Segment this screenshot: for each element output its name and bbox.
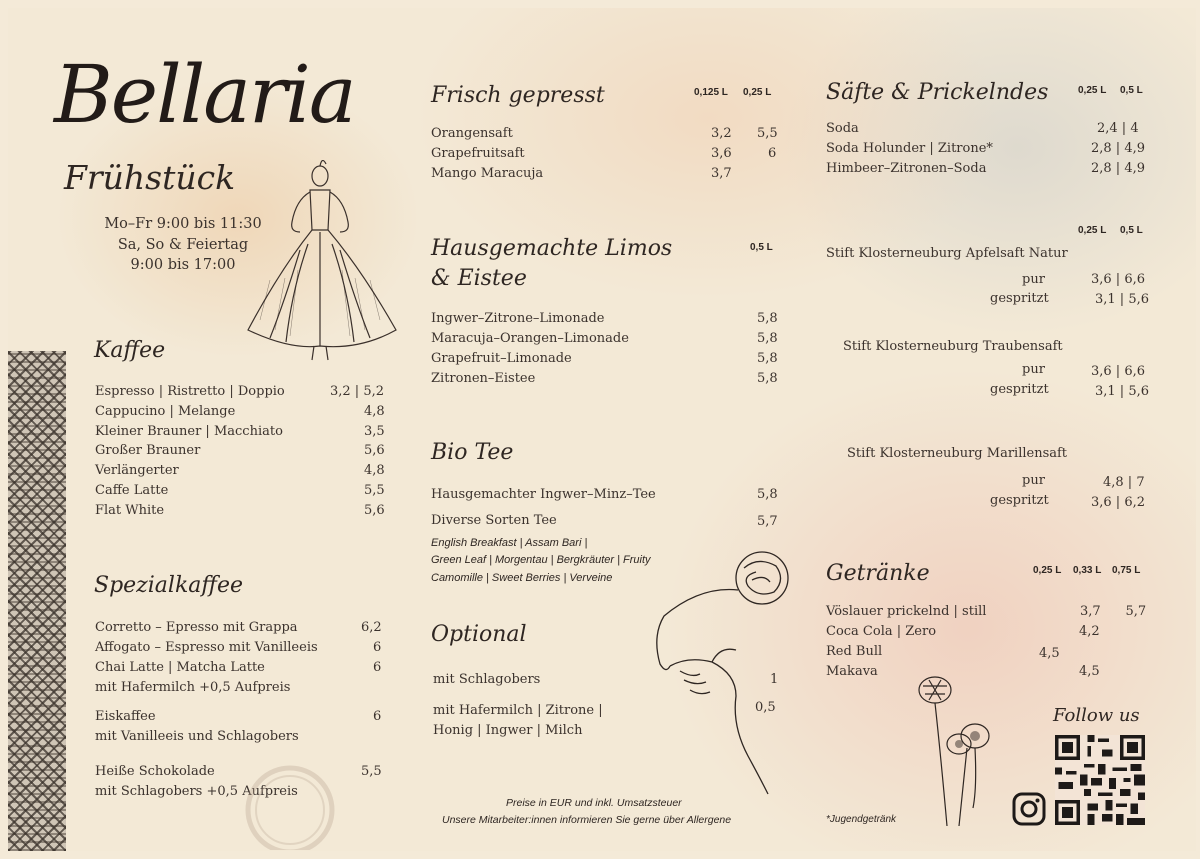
menu-item: Honig | Ingwer | Milch bbox=[433, 723, 583, 738]
limos-title-2: & Eistee bbox=[431, 266, 527, 291]
menu-item: Verlängerter bbox=[95, 463, 179, 478]
tee-sorts: Camomille | Sweet Berries | Verveine bbox=[431, 572, 613, 584]
menu-item: Grapefruitsaft bbox=[431, 146, 525, 161]
column-header: 0,25 L bbox=[1078, 225, 1107, 236]
menu-item: Soda bbox=[826, 121, 859, 136]
menu-item: mit Schlagobers bbox=[433, 672, 541, 687]
menu-price: 3,2 bbox=[711, 126, 732, 141]
qr-code[interactable] bbox=[1055, 735, 1145, 825]
menu-price: 4,5 bbox=[1039, 646, 1060, 661]
variant-label: gespritzt bbox=[990, 493, 1049, 508]
menu-price: 3,1 | 5,6 bbox=[1095, 292, 1149, 307]
menu-item-note: mit Schlagobers +0,5 Aufpreis bbox=[95, 784, 298, 799]
lady-illustration bbox=[230, 160, 410, 370]
spezialkaffee-title: Spezialkaffee bbox=[94, 573, 244, 598]
menu-item: Chai Latte | Matcha Latte bbox=[95, 660, 265, 675]
column-header: 0,5 L bbox=[1120, 85, 1143, 96]
menu-price: 3,1 | 5,6 bbox=[1095, 384, 1149, 399]
menu-item: Orangensaft bbox=[431, 126, 513, 141]
menu-price: 3,6 | 6,6 bbox=[1091, 364, 1145, 379]
menu-item: Caffe Latte bbox=[95, 483, 169, 498]
menu-price: 6 bbox=[373, 640, 382, 655]
menu-price: 4,8 bbox=[364, 404, 385, 419]
cane-pattern-strip bbox=[8, 351, 66, 851]
menu-item: Himbeer–Zitronen–Soda bbox=[826, 161, 987, 176]
menu-item: Makava bbox=[826, 664, 878, 679]
menu-price: 5,5 bbox=[361, 764, 382, 779]
menu-item: Soda Holunder | Zitrone* bbox=[826, 141, 993, 156]
column-header: 0,125 L bbox=[694, 87, 728, 98]
menu-price: 5,6 bbox=[364, 443, 385, 458]
menu-price: 4,5 bbox=[1079, 664, 1100, 679]
menu-item: Kleiner Brauner | Macchiato bbox=[95, 424, 283, 439]
menu-item: Stift Klosterneuburg Apfelsaft Natur bbox=[826, 246, 1068, 261]
menu-price: 5,8 bbox=[757, 331, 778, 346]
menu-item: Espresso | Ristretto | Doppio bbox=[95, 384, 285, 399]
optional-title: Optional bbox=[431, 622, 527, 647]
column-header: 0,75 L bbox=[1112, 565, 1141, 576]
poppy-illustration bbox=[903, 668, 1013, 828]
menu-price: 6 bbox=[768, 146, 777, 161]
menu-price: 5,8 bbox=[757, 311, 778, 326]
jugend-note: *Jugendgetränk bbox=[826, 814, 897, 825]
menu-price: 1 bbox=[770, 672, 779, 687]
menu-item: Flat White bbox=[95, 503, 165, 518]
menu-item: Heiße Schokolade bbox=[95, 764, 215, 779]
menu-item: Red Bull bbox=[826, 644, 883, 659]
menu-price: 3,5 bbox=[364, 424, 385, 439]
menu-item: Corretto – Epresso mit Grappa bbox=[95, 620, 298, 635]
menu-item: Stift Klosterneuburg Marillensaft bbox=[847, 446, 1068, 461]
menu-price: 2,8 | 4,9 bbox=[1091, 161, 1145, 176]
menu-item: Cappucino | Melange bbox=[95, 404, 236, 419]
menu-price: 3,7 bbox=[711, 166, 732, 181]
menu-price: 6 bbox=[373, 709, 382, 724]
variant-label: pur bbox=[1022, 272, 1045, 287]
column-header: 0,25 L bbox=[1078, 85, 1107, 96]
menu-item: Hausgemachter Ingwer–Minz–Tee bbox=[431, 487, 656, 502]
hours-line: Mo–Fr 9:00 bis 11:30 bbox=[104, 216, 262, 232]
menu-item-note: mit Vanilleeis und Schlagobers bbox=[95, 729, 299, 744]
instagram-icon[interactable] bbox=[1012, 792, 1046, 826]
menu-price: 3,6 | 6,6 bbox=[1091, 272, 1145, 287]
column-header: 0,5 L bbox=[1120, 225, 1143, 236]
menu-price: 2,8 | 4,9 bbox=[1091, 141, 1145, 156]
column-header: 0,33 L bbox=[1073, 565, 1102, 576]
menu-price: 3,2 | 5,2 bbox=[330, 384, 384, 399]
footer-note: Preise in EUR und inkl. Umsatzsteuer bbox=[506, 797, 682, 809]
menu-price: 6,2 bbox=[361, 620, 382, 635]
tee-title: Bio Tee bbox=[431, 440, 514, 465]
column-header: 0,5 L bbox=[750, 242, 773, 253]
menu-item: mit Hafermilch | Zitrone | bbox=[433, 703, 603, 718]
menu-item: Zitronen–Eistee bbox=[431, 371, 536, 386]
menu-item: Vöslauer prickelnd | still bbox=[826, 604, 987, 619]
menu-item: Maracuja–Orangen–Limonade bbox=[431, 331, 629, 346]
menu-price: 5,6 bbox=[364, 503, 385, 518]
menu-price: 6 bbox=[373, 660, 382, 675]
coffee-stain-decoration bbox=[230, 750, 350, 850]
menu-price: 0,5 bbox=[755, 700, 776, 715]
kaffee-title: Kaffee bbox=[94, 338, 166, 363]
variant-label: gespritzt bbox=[990, 291, 1049, 306]
menu-price: 5,5 bbox=[364, 483, 385, 498]
variant-label: pur bbox=[1022, 362, 1045, 377]
menu-price: 3,7 5,7 bbox=[1080, 604, 1147, 619]
menu-item: Ingwer–Zitrone–Limonade bbox=[431, 311, 605, 326]
menu-price: 5,5 bbox=[757, 126, 778, 141]
footer-note: Unsere Mitarbeiter:innen informieren Sie gerne über Allergene bbox=[442, 814, 732, 826]
menu-item: Diverse Sorten Tee bbox=[431, 513, 557, 528]
tee-sorts: Green Leaf | Morgentau | Bergkräuter | Fruity bbox=[431, 554, 651, 566]
menu-price: 5,7 bbox=[757, 514, 778, 529]
getraenke-title: Getränke bbox=[826, 561, 930, 586]
menu-price: 2,4 | 4 bbox=[1097, 121, 1139, 136]
variant-label: pur bbox=[1022, 473, 1045, 488]
menu-item: Affogato – Espresso mit Vanilleeis bbox=[95, 640, 318, 655]
menu-item: Coca Cola | Zero bbox=[826, 624, 937, 639]
limos-title: Hausgemachte Limos bbox=[431, 236, 673, 261]
column-header: 0,25 L bbox=[1033, 565, 1062, 576]
menu-price: 4,2 bbox=[1079, 624, 1100, 639]
saefte-title: Säfte & Prickelndes bbox=[826, 80, 1049, 105]
column-header: 0,25 L bbox=[743, 87, 772, 98]
logo: Bellaria bbox=[54, 48, 355, 141]
menu-item-note: mit Hafermilch +0,5 Aufpreis bbox=[95, 680, 291, 695]
menu-price: 5,8 bbox=[757, 487, 778, 502]
menu-item: Großer Brauner bbox=[95, 443, 201, 458]
menu-item: Eiskaffee bbox=[95, 709, 156, 724]
menu-item: Stift Klosterneuburg Traubensaft bbox=[843, 339, 1063, 354]
menu-price: 4,8 | 7 bbox=[1103, 475, 1145, 490]
menu-price: 3,6 bbox=[711, 146, 732, 161]
tee-sorts: English Breakfast | Assam Bari | bbox=[431, 537, 588, 549]
menu-price: 3,6 | 6,2 bbox=[1091, 495, 1145, 510]
follow-us-title: Follow us bbox=[1053, 705, 1140, 726]
menu-item: Grapefruit–Limonade bbox=[431, 351, 572, 366]
hand-rose-illustration bbox=[640, 546, 810, 796]
menu-price: 5,8 bbox=[757, 371, 778, 386]
variant-label: gespritzt bbox=[990, 382, 1049, 397]
menu-price: 4,8 bbox=[364, 463, 385, 478]
menu-price: 5,8 bbox=[757, 351, 778, 366]
frisch-title: Frisch gepresst bbox=[431, 83, 605, 108]
menu-item: Mango Maracuja bbox=[431, 166, 544, 181]
menu-page bbox=[8, 8, 1196, 851]
hours-line: 9:00 bis 17:00 bbox=[130, 257, 236, 273]
breakfast-title: Frühstück bbox=[64, 158, 236, 197]
hours-line: Sa, So & Feiertag bbox=[117, 236, 249, 253]
